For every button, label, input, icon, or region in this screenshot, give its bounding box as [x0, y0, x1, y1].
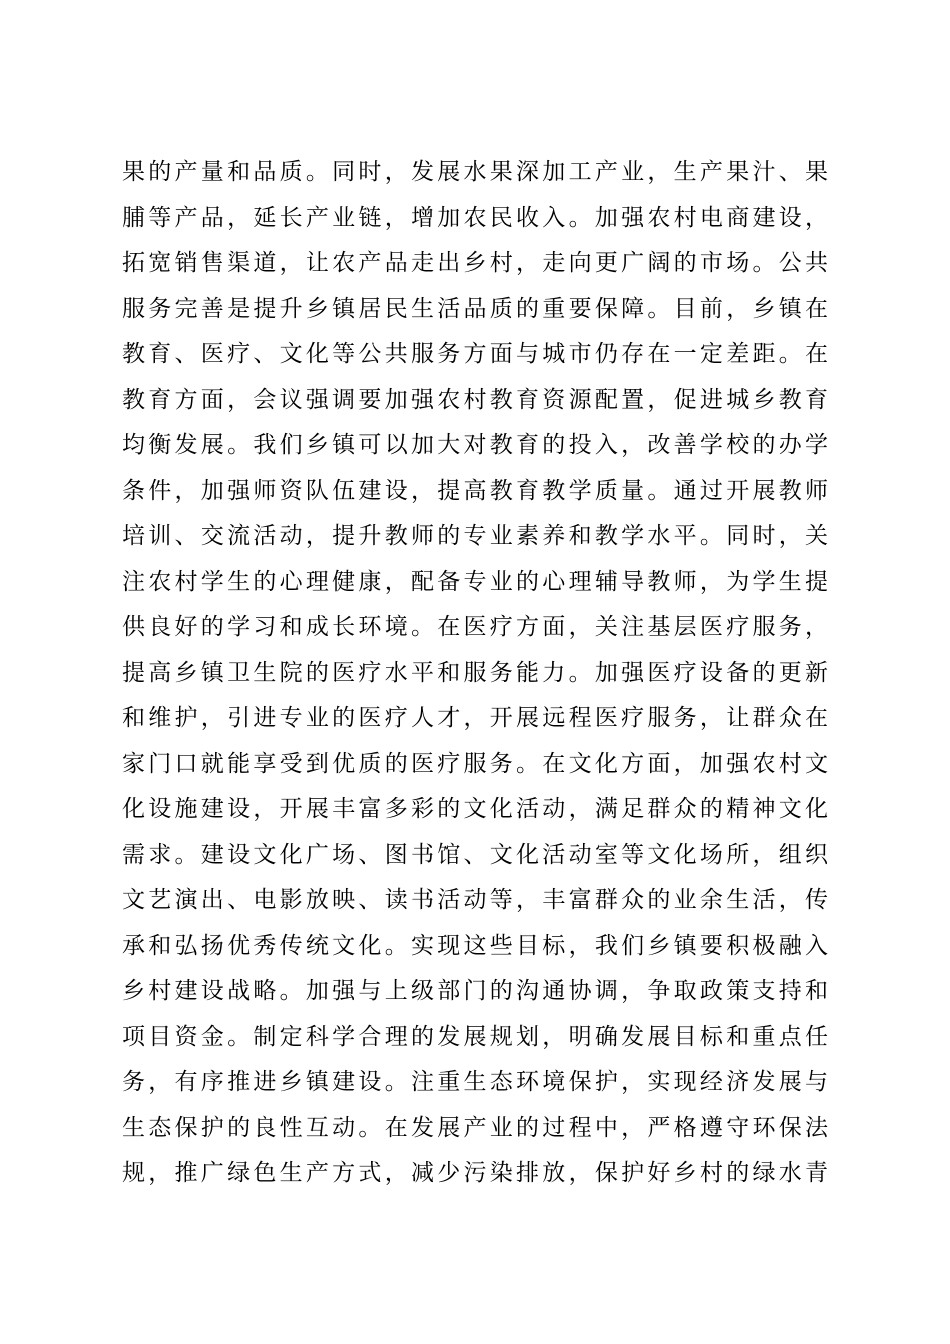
- text-line: 家门口就能享受到优质的医疗服务。在文化方面，加强农村文: [122, 750, 828, 777]
- text-line: 教育方面，会议强调要加强农村教育资源配置，促进城乡教育: [122, 386, 828, 413]
- text-line: 文艺演出、电影放映、读书活动等，丰富群众的业余生活，传: [122, 887, 828, 913]
- text-line: 条件，加强师资队伍建设，提高教育教学质量。通过开展教师: [122, 477, 828, 504]
- text-line: 教育、医疗、文化等公共服务方面与城市仍存在一定差距。在: [122, 341, 828, 367]
- text-line: 务，有序推进乡镇建设。注重生态环境保护，实现经济发展与: [122, 1069, 828, 1095]
- text-line: 项目资金。制定科学合理的发展规划，明确发展目标和重点任: [122, 1023, 828, 1050]
- text-line: 均衡发展。我们乡镇可以加大对教育的投入，改善学校的办学: [122, 432, 828, 458]
- body-paragraph: [122, 150, 828, 1197]
- text-line: 服务完善是提升乡镇居民生活品质的重要保障。目前，乡镇在: [122, 295, 828, 322]
- text-line: 供良好的学习和成长环境。在医疗方面，关注基层医疗服务，: [122, 614, 828, 640]
- text-line: 需求。建设文化广场、图书馆、文化活动室等文化场所，组织: [122, 841, 828, 868]
- text-line: 承和弘扬优秀传统文化。实现这些目标，我们乡镇要积极融入: [122, 932, 828, 959]
- text-line: 规，推广绿色生产方式，减少污染排放，保护好乡村的绿水青: [122, 1160, 828, 1186]
- text-line: 培训、交流活动，提升教师的专业素养和教学水平。同时，关: [122, 523, 828, 549]
- text-line: 生态保护的良性互动。在发展产业的过程中，严格遵守环保法: [122, 1114, 828, 1141]
- text-line: 乡村建设战略。加强与上级部门的沟通协调，争取政策支持和: [122, 978, 828, 1004]
- text-line: 提高乡镇卫生院的医疗水平和服务能力。加强医疗设备的更新: [122, 659, 828, 686]
- text-line: 脯等产品，延长产业链，增加农民收入。加强农村电商建设，: [122, 204, 828, 231]
- text-line: 和维护，引进专业的医疗人才，开展远程医疗服务，让群众在: [122, 705, 828, 731]
- text-line: 果的产量和品质。同时，发展水果深加工产业，生产果汁、果: [122, 159, 828, 185]
- text-line: 拓宽销售渠道，让农产品走出乡村，走向更广阔的市场。公共: [122, 250, 828, 276]
- text-line: 化设施建设，开展丰富多彩的文化活动，满足群众的精神文化: [122, 796, 828, 822]
- text-line: 注农村学生的心理健康，配备专业的心理辅导教师，为学生提: [122, 568, 828, 595]
